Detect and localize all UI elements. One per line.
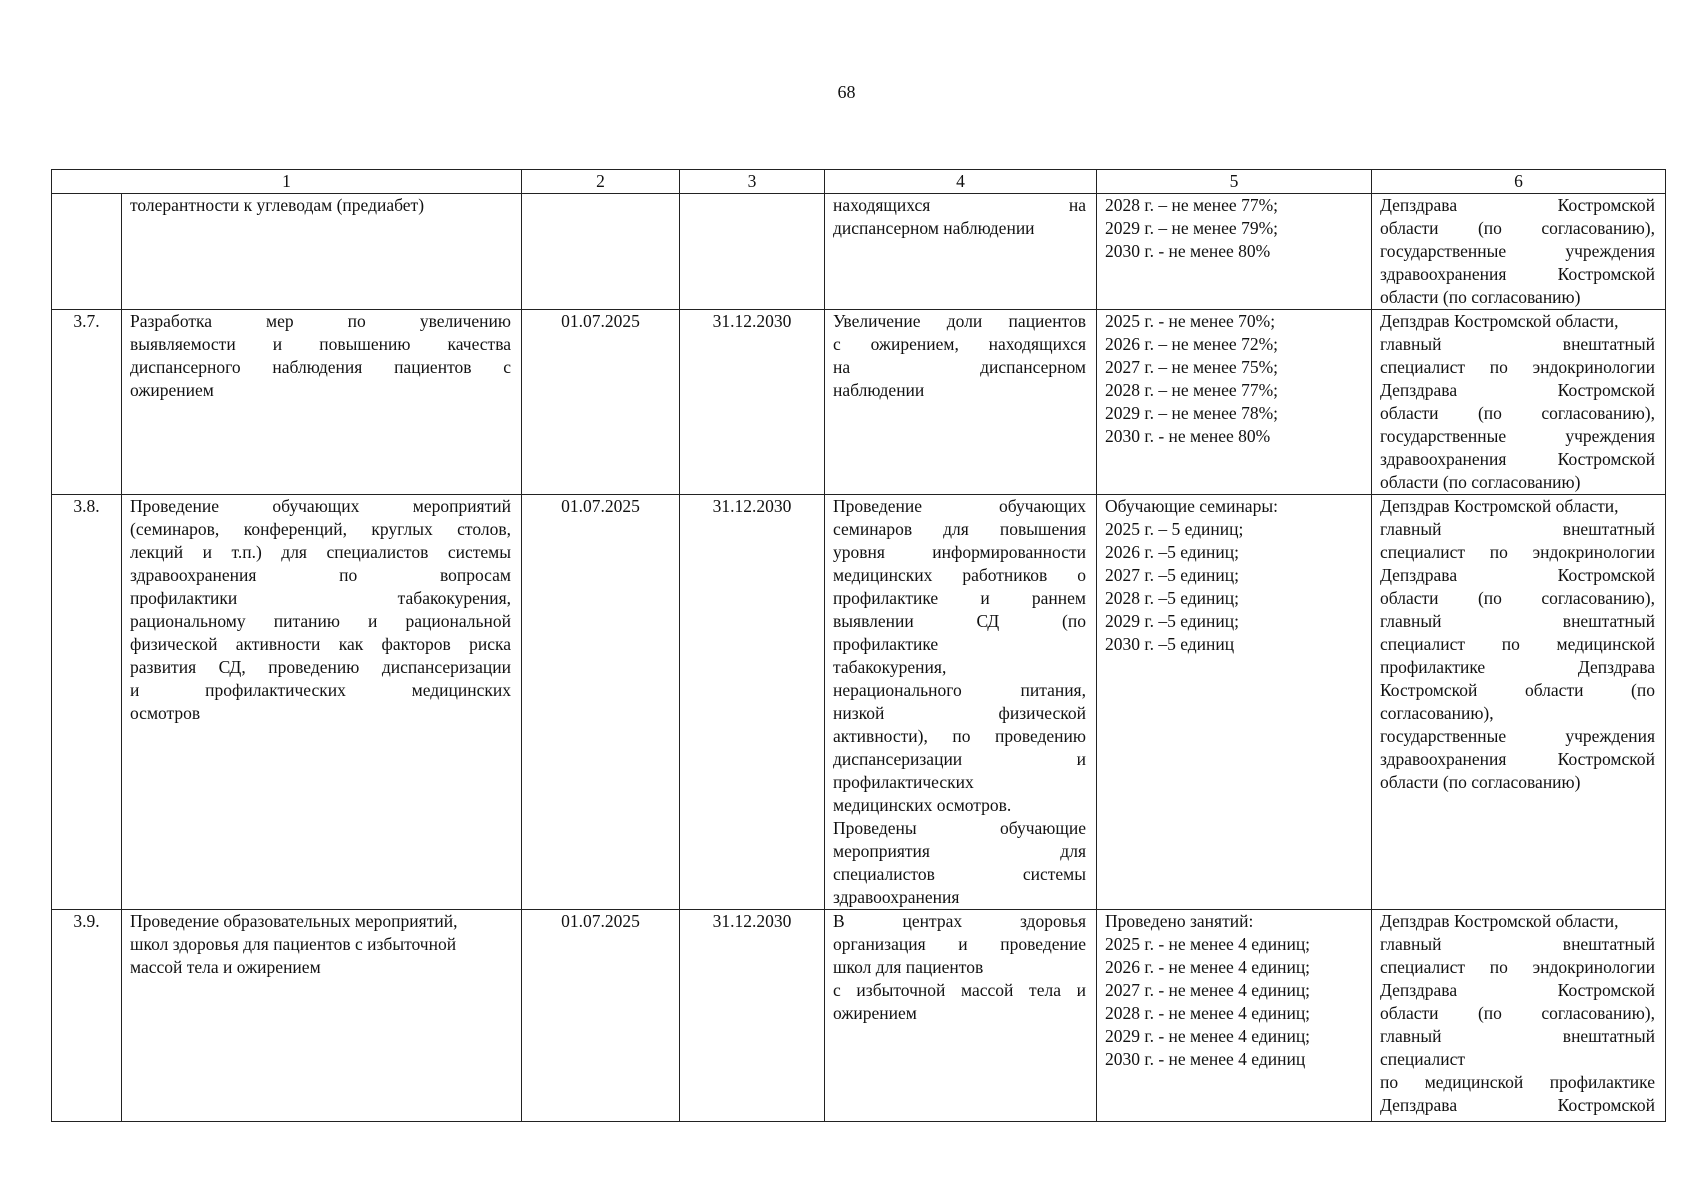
start-date-cell — [522, 910, 680, 1122]
target-indicators-cell-line: Проведено занятий: — [1105, 911, 1254, 931]
measure-name-cell-line: выявляемости и повышению качества — [130, 334, 511, 354]
start-date-cell — [522, 310, 680, 495]
expected-result-cell-line: ожирением — [833, 1003, 917, 1023]
measure-name-cell-line: физической активности как факторов риска — [130, 634, 511, 654]
column-header-2: 2 — [522, 170, 680, 194]
expected-result-cell-line: мероприятия для — [833, 841, 1086, 861]
expected-result-cell-line: семинаров для повышения — [833, 519, 1086, 539]
end-date-cell — [680, 310, 825, 495]
table-row — [52, 310, 1666, 495]
target-indicators-cell-line: 2025 г. - не менее 70%; — [1105, 311, 1276, 331]
target-indicators-cell-line: 2025 г. – 5 единиц; — [1105, 519, 1244, 539]
target-indicators-cell-line: 2030 г. –5 единиц — [1105, 634, 1235, 654]
responsible-executors-cell-line: области (по согласованию) — [1380, 472, 1581, 492]
responsible-executors-cell-line: государственные учреждения — [1380, 426, 1655, 446]
table-row — [52, 495, 1666, 910]
target-indicators-cell-line: Обучающие семинары: — [1105, 496, 1278, 516]
measure-name-cell-line: Проведение обучающих мероприятий — [130, 496, 511, 516]
responsible-executors-cell-line: специалист — [1380, 1049, 1466, 1069]
expected-result-cell-line: на диспансерном — [833, 357, 1086, 377]
item-number-cell-text: 3.7. — [73, 311, 100, 331]
measure-name-cell-line: здравоохранения по вопросам — [130, 565, 511, 585]
target-indicators-cell-line: 2029 г. –5 единиц; — [1105, 611, 1239, 631]
start-date-cell-text: 01.07.2025 — [561, 496, 640, 516]
start-date-cell — [522, 194, 680, 310]
expected-result-cell-line: медицинских осмотров. — [833, 795, 1012, 815]
column-number-row — [52, 170, 1666, 194]
column-header-5: 5 — [1097, 170, 1372, 194]
item-number-cell-text: 3.9. — [73, 911, 100, 931]
responsible-executors-cell-line: области (по согласованию), — [1380, 218, 1655, 238]
column-header-6: 6 — [1372, 170, 1666, 194]
target-indicators-cell — [1097, 910, 1372, 1122]
responsible-executors-cell-line: главный внештатный — [1380, 611, 1655, 631]
end-date-cell-text: 31.12.2030 — [712, 496, 792, 516]
table-row — [52, 910, 1666, 1122]
target-indicators-cell — [1097, 495, 1372, 910]
responsible-executors-cell-line: области (по согласованию) — [1380, 772, 1581, 792]
measure-name-cell-line: диспансерного наблюдения пациентов с — [130, 357, 511, 377]
responsible-executors-cell-line: главный внештатный — [1380, 1026, 1655, 1046]
target-indicators-cell-line: 2030 г. - не менее 80% — [1105, 241, 1271, 261]
responsible-executors-cell-line: Депздрав Костромской области, — [1380, 911, 1619, 931]
target-indicators-cell-line: 2030 г. - не менее 4 единиц — [1105, 1049, 1306, 1069]
measure-name-cell-line: толерантности к углеводам (предиабет) — [130, 195, 425, 215]
measure-name-cell-line: и профилактических медицинских — [130, 680, 511, 700]
item-number-cell — [52, 910, 122, 1122]
responsible-executors-cell-line: области (по согласованию), — [1380, 403, 1655, 423]
expected-result-cell-line: выявлении СД (по — [833, 611, 1086, 631]
expected-result-cell-line: медицинских работников о — [833, 565, 1086, 585]
item-number-cell — [52, 495, 122, 910]
target-indicators-cell-line: 2027 г. – не менее 75%; — [1105, 357, 1279, 377]
end-date-cell-text: 31.12.2030 — [712, 311, 792, 331]
measure-name-cell-line: Разработка мер по увеличению — [130, 311, 511, 331]
responsible-executors-cell-line: по медицинской профилактике — [1380, 1072, 1655, 1092]
table-row — [52, 194, 1666, 310]
responsible-executors-cell-line: Депздрава Костромской — [1380, 1095, 1655, 1115]
responsible-executors-cell-line: Депздрава Костромской — [1380, 380, 1655, 400]
target-indicators-cell — [1097, 194, 1372, 310]
column-header-3: 3 — [680, 170, 825, 194]
measure-name-cell-line: рациональному питанию и рациональной — [130, 611, 511, 631]
measure-name-cell-line: лекций и т.п.) для специалистов системы — [130, 542, 511, 562]
target-indicators-cell-line: 2028 г. –5 единиц; — [1105, 588, 1239, 608]
column-header-4: 4 — [825, 170, 1097, 194]
responsible-executors-cell-line: специалист по медицинской — [1380, 634, 1655, 654]
expected-result-cell — [825, 194, 1097, 310]
start-date-cell-text: 01.07.2025 — [561, 311, 640, 331]
expected-result-cell-line: Увеличение доли пациентов — [833, 311, 1086, 331]
expected-result-cell-line: школ для пациентов — [833, 957, 984, 977]
expected-result-cell-line: низкой физической — [833, 703, 1086, 723]
responsible-executors-cell — [1372, 495, 1666, 910]
responsible-executors-cell-line: здравоохранения Костромской — [1380, 749, 1655, 769]
table-body — [52, 194, 1666, 1122]
expected-result-cell-line: Проведены обучающие — [833, 818, 1086, 838]
item-number-cell — [52, 310, 122, 495]
end-date-cell — [680, 194, 825, 310]
target-indicators-cell-line: 2026 г. – не менее 72%; — [1105, 334, 1279, 354]
expected-result-cell-line: здравоохранения — [833, 887, 960, 907]
measure-name-cell-line: школ здоровья для пациентов с избыточной — [130, 934, 457, 954]
responsible-executors-cell-line: профилактике Депздрава — [1380, 657, 1655, 677]
responsible-executors-cell-line: специалист по эндокринологии — [1380, 542, 1655, 562]
expected-result-cell-line: находящихся на — [833, 195, 1086, 215]
start-date-cell — [522, 495, 680, 910]
expected-result-cell-line: нерационального питания, — [833, 680, 1086, 700]
responsible-executors-cell-line: главный внештатный — [1380, 519, 1655, 539]
responsible-executors-cell-line: Костромской области (по — [1380, 680, 1655, 700]
column-header-1: 1 — [52, 170, 522, 194]
expected-result-cell-line: специалистов системы — [833, 864, 1086, 884]
expected-result-cell-line: табакокурения, — [833, 657, 947, 677]
expected-result-cell — [825, 910, 1097, 1122]
responsible-executors-cell-line: государственные учреждения — [1380, 726, 1655, 746]
measure-name-cell-line: Проведение образовательных мероприятий, — [130, 911, 458, 931]
responsible-executors-cell-line: здравоохранения Костромской — [1380, 264, 1655, 284]
expected-result-cell — [825, 310, 1097, 495]
measure-name-cell-line: профилактики табакокурения, — [130, 588, 511, 608]
target-indicators-cell-line: 2028 г. – не менее 77%; — [1105, 195, 1279, 215]
target-indicators-cell-line: 2027 г. - не менее 4 единиц; — [1105, 980, 1311, 1000]
expected-result-cell-line: активности), по проведению — [833, 726, 1086, 746]
start-date-cell-text: 01.07.2025 — [561, 911, 640, 931]
expected-result-cell — [825, 495, 1097, 910]
responsible-executors-cell-line: главный внештатный — [1380, 334, 1655, 354]
responsible-executors-cell-line: области (по согласованию), — [1380, 1003, 1655, 1023]
expected-result-cell-line: наблюдении — [833, 380, 925, 400]
target-indicators-cell-line: 2025 г. - не менее 4 единиц; — [1105, 934, 1311, 954]
expected-result-cell-line: организация и проведение — [833, 934, 1086, 954]
responsible-executors-cell — [1372, 194, 1666, 310]
expected-result-cell-line: Проведение обучающих — [833, 496, 1086, 516]
measure-name-cell-line: осмотров — [130, 703, 201, 723]
responsible-executors-cell — [1372, 910, 1666, 1122]
measure-name-cell — [122, 910, 522, 1122]
target-indicators-cell-line: 2026 г. - не менее 4 единиц; — [1105, 957, 1311, 977]
target-indicators-cell-line: 2028 г. – не менее 77%; — [1105, 380, 1279, 400]
responsible-executors-cell-line: Депздрав Костромской области, — [1380, 311, 1619, 331]
responsible-executors-cell-line: Депздрава Костромской — [1380, 980, 1655, 1000]
responsible-executors-cell — [1372, 310, 1666, 495]
responsible-executors-cell-line: здравоохранения Костромской — [1380, 449, 1655, 469]
end-date-cell — [680, 910, 825, 1122]
measure-name-cell-line: массой тела и ожирением — [130, 957, 321, 977]
target-indicators-cell-line: 2029 г. - не менее 4 единиц; — [1105, 1026, 1311, 1046]
expected-result-cell-line: диспансерном наблюдении — [833, 218, 1035, 238]
responsible-executors-cell-line: области (по согласованию) — [1380, 287, 1581, 307]
target-indicators-cell-line: 2027 г. –5 единиц; — [1105, 565, 1239, 585]
expected-result-cell-line: с ожирением, находящихся — [833, 334, 1086, 354]
measure-name-cell-line: развития СД, проведению диспансеризации — [130, 657, 511, 677]
responsible-executors-cell-line: согласованию), — [1380, 703, 1494, 723]
measure-name-cell-line: ожирением — [130, 380, 214, 400]
measure-name-cell — [122, 310, 522, 495]
item-number-cell — [52, 194, 122, 310]
responsible-executors-cell-line: Депздрава Костромской — [1380, 565, 1655, 585]
expected-result-cell-line: диспансеризации и — [833, 749, 1086, 769]
responsible-executors-cell-line: Депздрав Костромской области, — [1380, 496, 1619, 516]
end-date-cell-text: 31.12.2030 — [712, 911, 792, 931]
expected-result-cell-line: В центрах здоровья — [833, 911, 1086, 931]
measure-name-cell — [122, 495, 522, 910]
measure-name-cell-line: (семинаров, конференций, круглых столов, — [130, 519, 511, 539]
target-indicators-cell-line: 2026 г. –5 единиц; — [1105, 542, 1239, 562]
target-indicators-cell-line: 2030 г. - не менее 80% — [1105, 426, 1271, 446]
end-date-cell — [680, 495, 825, 910]
target-indicators-cell-line: 2029 г. – не менее 78%; — [1105, 403, 1279, 423]
responsible-executors-cell-line: специалист по эндокринологии — [1380, 357, 1655, 377]
page-number: 68 — [837, 82, 856, 102]
plan-table — [51, 169, 1666, 1122]
responsible-executors-cell-line: специалист по эндокринологии — [1380, 957, 1655, 977]
expected-result-cell-line: с избыточной массой тела и — [833, 980, 1086, 1000]
target-indicators-cell-line: 2029 г. – не менее 79%; — [1105, 218, 1279, 238]
responsible-executors-cell-line: государственные учреждения — [1380, 241, 1655, 261]
item-number-cell-text: 3.8. — [73, 496, 100, 516]
responsible-executors-cell-line: главный внештатный — [1380, 934, 1655, 954]
expected-result-cell-line: уровня информированности — [833, 542, 1086, 562]
measure-name-cell — [122, 194, 522, 310]
responsible-executors-cell-line: Депздрава Костромской — [1380, 195, 1655, 215]
expected-result-cell-line: профилактике — [833, 634, 939, 654]
target-indicators-cell-line: 2028 г. - не менее 4 единиц; — [1105, 1003, 1311, 1023]
responsible-executors-cell-line: области (по согласованию), — [1380, 588, 1655, 608]
target-indicators-cell — [1097, 310, 1372, 495]
expected-result-cell-line: профилактике и раннем — [833, 588, 1086, 608]
expected-result-cell-line: профилактических — [833, 772, 974, 792]
